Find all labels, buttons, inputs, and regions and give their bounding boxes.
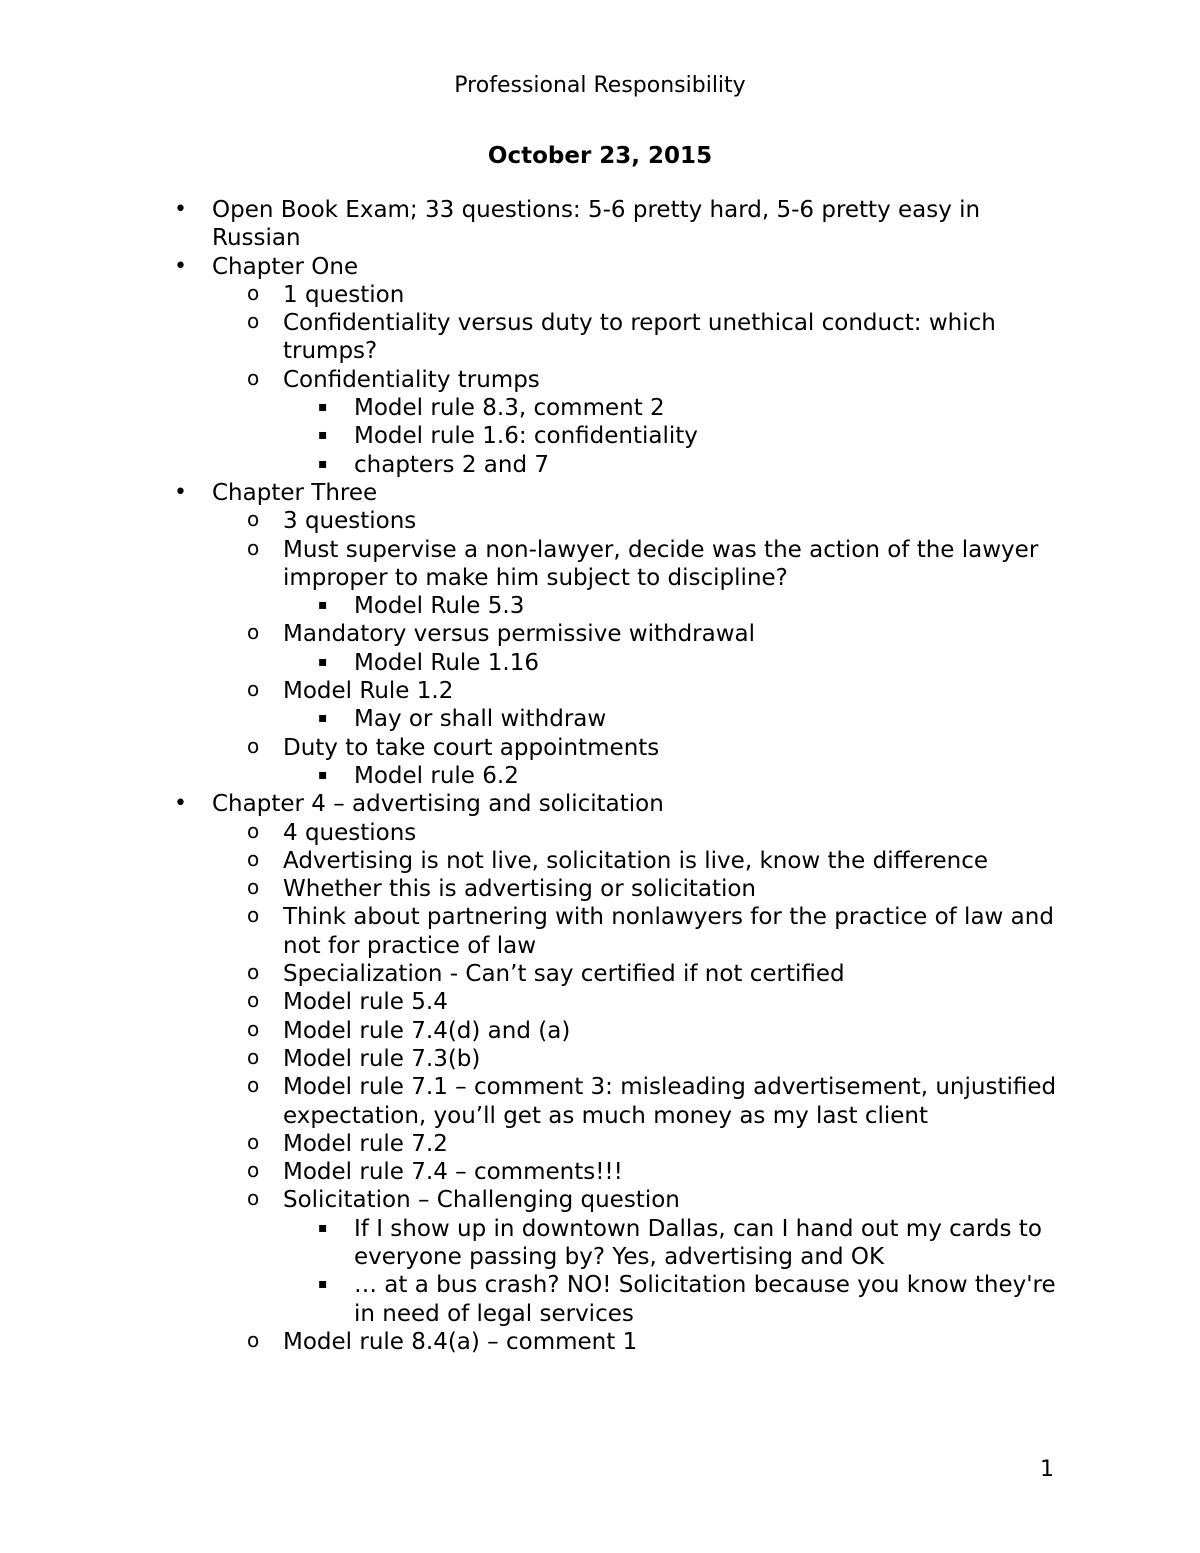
- list-item-text: Chapter One: [212, 253, 359, 280]
- list-item-level-2: [247, 818, 1068, 847]
- bullet-marker-icon: o: [247, 507, 260, 532]
- list-item-text: Model Rule 1.16: [354, 649, 539, 676]
- bullet-marker-icon: o: [247, 1016, 260, 1041]
- list-item-text: Confidentiality versus duty to report unethical conduct: which trumps?: [283, 310, 996, 365]
- list-item-text: chapters 2 and 7: [354, 451, 549, 478]
- list-item-level-3: [318, 422, 1069, 450]
- bullet-marker-icon: o: [247, 733, 260, 758]
- bullet-marker-icon: o: [247, 818, 260, 843]
- list-item-level-2: [247, 1327, 1068, 1356]
- list-item-level-2: [247, 677, 1068, 705]
- list-item-level-2: [247, 1186, 1068, 1214]
- list-item-text: Model rule 7.4 – comments!!!: [283, 1159, 623, 1186]
- list-item-level-1: [174, 790, 1062, 818]
- document-date-heading: October 23, 2015: [487, 143, 713, 169]
- list-item-level-2: [247, 1129, 1068, 1158]
- page-number: 1: [1040, 1457, 1054, 1482]
- list-item-text: Chapter 4 – advertising and solicitation: [212, 791, 664, 818]
- bullet-marker-icon: •: [174, 253, 187, 279]
- bullet-marker-icon: ▪: [318, 710, 328, 727]
- list-item-text: 4 questions: [283, 819, 417, 846]
- list-item-level-2: [247, 1016, 1068, 1045]
- list-item-text: If I show up in downtown Dallas, can I hand out my cards to everyone passing by? Yes, advertising and OK: [354, 1215, 1042, 1270]
- list-item-text: Whether this is advertising or solicitation: [283, 876, 757, 903]
- bullet-marker-icon: ▪: [318, 399, 328, 416]
- list-item-text: 1 question: [283, 281, 405, 308]
- list-item-text: Model rule 5.4: [283, 989, 448, 1016]
- bullet-marker-icon: o: [247, 1158, 260, 1183]
- bullet-marker-icon: ▪: [318, 455, 328, 472]
- list-item-level-1: [174, 196, 1062, 253]
- bullet-marker-icon: ▪: [318, 653, 328, 670]
- bullet-marker-icon: o: [247, 535, 260, 560]
- list-item-level-2: [247, 875, 1068, 903]
- list-item-text: Model rule 8.4(a) – comment 1: [283, 1328, 638, 1355]
- list-item-level-2: [247, 988, 1068, 1016]
- list-item-text: 3 questions: [283, 508, 417, 535]
- list-item-level-2: [247, 960, 1068, 988]
- bullet-marker-icon: •: [174, 479, 187, 505]
- list-item-text: Think about partnering with nonlawyers for the practice of law and not for practice of law: [283, 904, 1054, 959]
- list-item-level-3: [318, 451, 1069, 479]
- list-item-level-2: [247, 903, 1068, 960]
- bullet-marker-icon: •: [174, 197, 187, 222]
- bullet-marker-icon: o: [247, 903, 260, 928]
- list-item-level-2: [247, 846, 1068, 875]
- list-item-text: May or shall withdraw: [354, 706, 607, 733]
- list-item-text: Chapter Three: [212, 479, 378, 506]
- bullet-marker-icon: o: [247, 875, 260, 900]
- list-item-level-1: [174, 479, 1062, 507]
- list-item-level-3: [318, 762, 1069, 790]
- bullet-marker-icon: o: [247, 846, 260, 871]
- bullet-marker-icon: o: [247, 677, 260, 702]
- list-item-level-2: [247, 1044, 1068, 1073]
- bullet-marker-icon: ▪: [318, 1219, 328, 1236]
- list-item-level-2: [247, 365, 1068, 394]
- list-item-text: Duty to take court appointments: [283, 734, 660, 761]
- list-item-level-3: [318, 649, 1069, 677]
- list-item-text: Specialization - Can’t say certified if not certified: [283, 961, 845, 988]
- list-item-level-3: [318, 1215, 1069, 1272]
- list-item-text: Model rule 8.3, comment 2: [354, 395, 665, 422]
- bullet-marker-icon: o: [247, 620, 260, 645]
- list-item-level-2: [247, 535, 1068, 593]
- list-item-level-3: [318, 705, 1069, 733]
- bullet-marker-icon: o: [247, 365, 260, 390]
- list-item-level-2: [247, 733, 1068, 762]
- list-item-text: Confidentiality trumps: [283, 366, 540, 393]
- list-item-text: Model rule 7.3(b): [283, 1045, 481, 1072]
- list-item-text: Open Book Exam; 33 questions: 5-6 pretty hard, 5-6 pretty easy in Russian: [212, 197, 981, 252]
- list-item-text: Model Rule 1.2: [283, 678, 454, 705]
- list-item-level-2: [247, 1158, 1068, 1186]
- list-item-text: … at a bus crash? NO! Solicitation because you know they're in need of legal services: [354, 1272, 1056, 1327]
- bullet-marker-icon: o: [247, 1327, 260, 1352]
- bullet-marker-icon: o: [247, 1129, 260, 1154]
- list-item-text: Must supervise a non-lawyer, decide was the action of the lawyer improper to make him subject to discipline?: [283, 536, 1039, 591]
- bullet-marker-icon: o: [247, 1044, 260, 1069]
- list-item-level-2: [247, 507, 1068, 535]
- list-item-text: Model rule 7.4(d) and (a): [283, 1017, 571, 1044]
- list-item-level-2: [247, 280, 1068, 309]
- list-item-level-3: [318, 394, 1069, 422]
- bullet-marker-icon: •: [174, 791, 187, 817]
- bullet-marker-icon: ▪: [318, 427, 328, 444]
- list-item-level-2: [247, 1073, 1068, 1130]
- list-item-level-2: [247, 309, 1068, 366]
- bullet-marker-icon: o: [247, 309, 260, 334]
- page-header: Professional Responsibility: [454, 73, 746, 98]
- bullet-marker-icon: o: [247, 280, 260, 305]
- bullet-marker-icon: ▪: [318, 1276, 328, 1293]
- list-item-text: Model rule 7.1 – comment 3: misleading advertisement, unjustified expectation, you’ll get as much money as my last client: [283, 1074, 1057, 1129]
- bullet-marker-icon: o: [247, 1073, 260, 1098]
- list-item-text: Model rule 1.6: confidentiality: [354, 423, 698, 450]
- list-item-level-3: [318, 592, 1069, 620]
- list-item-text: Solicitation – Challenging question: [283, 1187, 680, 1214]
- list-item-text: Model rule 6.2: [354, 762, 519, 789]
- list-item-level-1: [174, 253, 1062, 281]
- list-item-level-3: [318, 1271, 1069, 1328]
- list-item-text: Model Rule 5.3: [354, 593, 525, 620]
- bullet-marker-icon: ▪: [318, 766, 328, 783]
- list-item-text: Model rule 7.2: [283, 1130, 448, 1157]
- bullet-marker-icon: o: [247, 1186, 260, 1211]
- list-item-level-2: [247, 620, 1068, 648]
- bullet-marker-icon: o: [247, 960, 260, 985]
- list-item-text: Advertising is not live, solicitation is live, know the difference: [283, 847, 989, 874]
- outline-list: [0, 196, 1200, 1356]
- bullet-marker-icon: ▪: [318, 597, 328, 614]
- list-item-text: Mandatory versus permissive withdrawal: [283, 621, 756, 648]
- bullet-marker-icon: o: [247, 988, 260, 1013]
